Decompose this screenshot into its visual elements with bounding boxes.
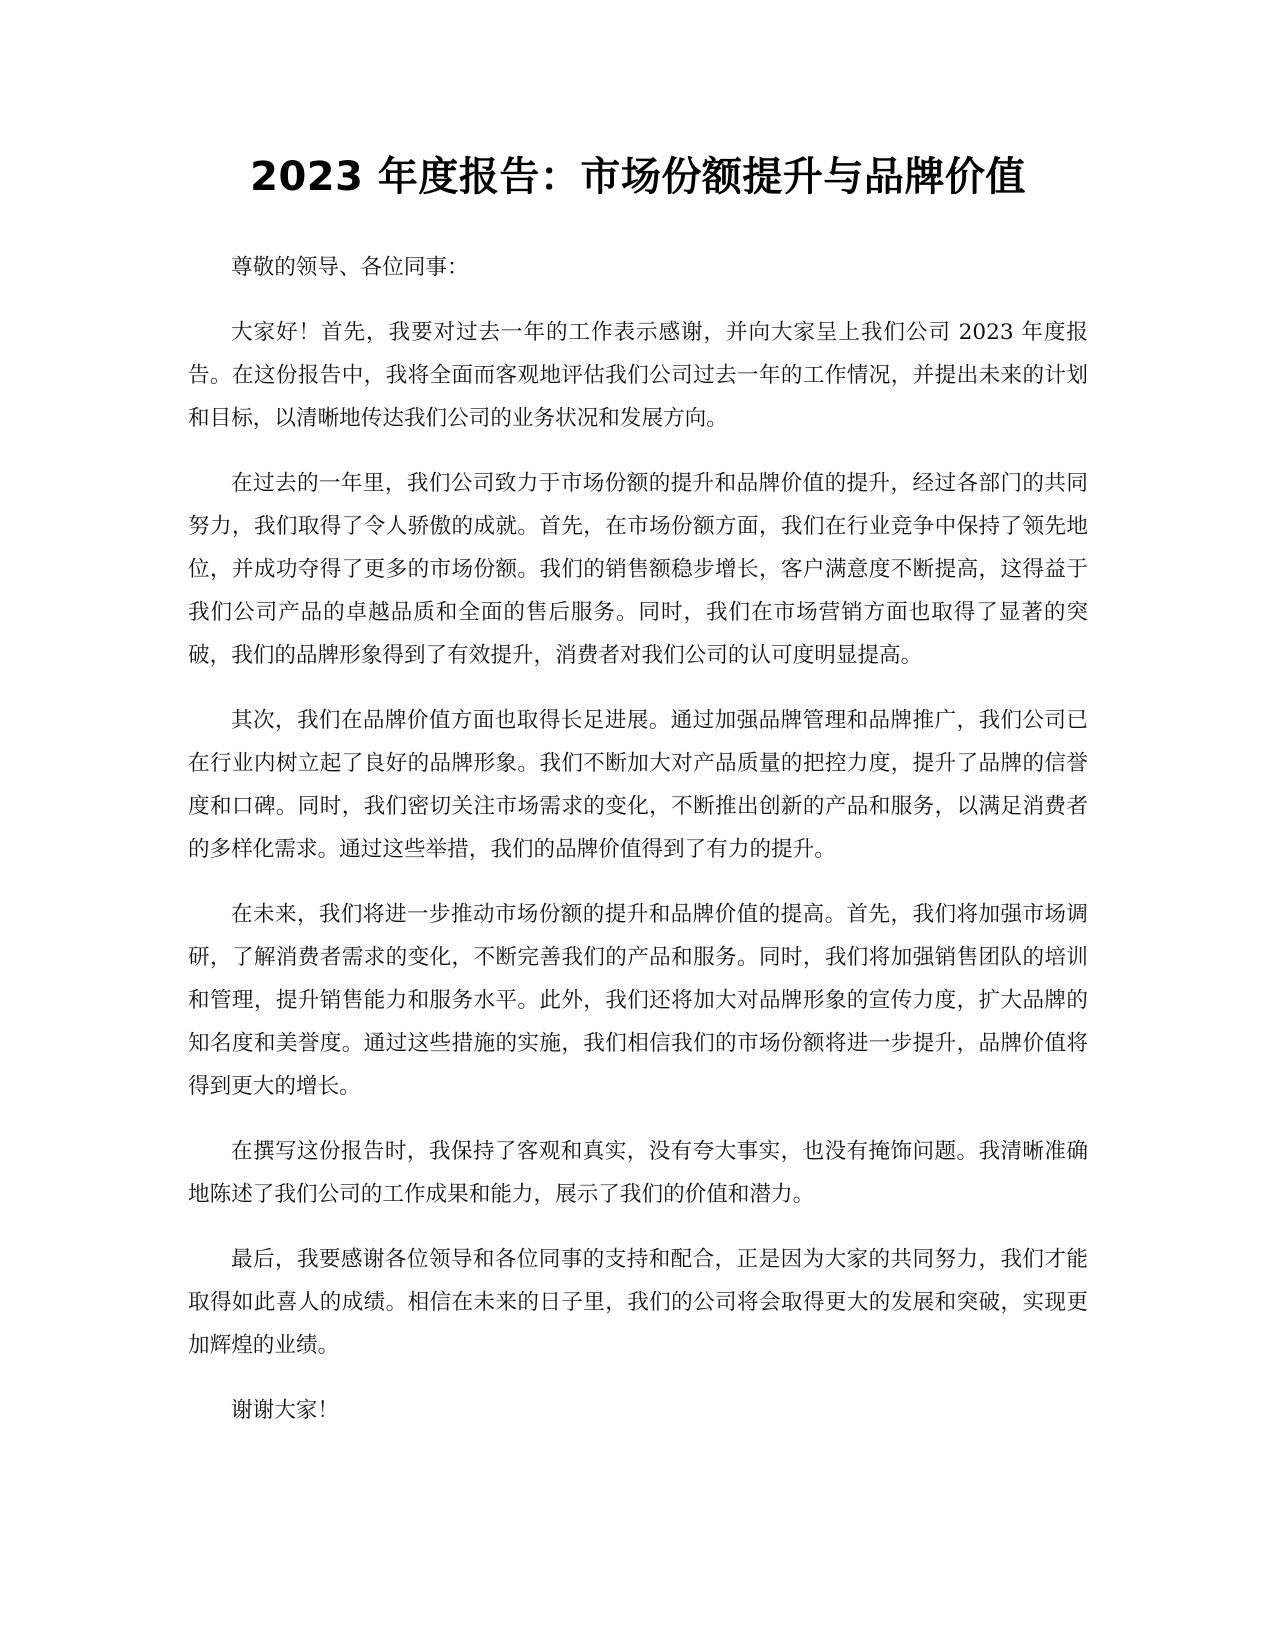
document-body (188, 246, 1088, 1432)
document-title: 2023 年度报告：市场份额提升与品牌价值 (250, 154, 1026, 200)
paragraph-market-share: 在过去的一年里，我们公司致力于市场份额的提升和品牌价值的提升，经过各部门的共同努力，我们取得了令人骄傲的成就。首先，在市场份额方面，我们在行业竞争中保持了领先地位，并成功夺得了更多的市场份额。我们的销售额稳步增长，客户满意度不断提高，这得益于我们公司产品的卓越品质和全面的售后服务。同时，我们在市场营销方面也取得了显著的突破，我们的品牌形象得到了有效提升，消费者对我们公司的认可度明显提高。 (188, 471, 1088, 668)
document-page (188, 148, 1088, 1454)
salutation: 尊敬的领导、各位同事： (231, 255, 469, 280)
closing: 谢谢大家！ (231, 1398, 339, 1423)
paragraph-brand-value: 其次，我们在品牌价值方面也取得长足进展。通过加强品牌管理和品牌推广，我们公司已在行业内树立起了良好的品牌形象。我们不断加大对产品质量的把控力度，提升了品牌的信誉度和口碑。同时，我们密切关注市场需求的变化，不断推出创新的产品和服务，以满足消费者的多样化需求。通过这些举措，我们的品牌价值得到了有力的提升。 (188, 708, 1088, 862)
paragraph-statement: 在撰写这份报告时，我保持了客观和真实，没有夸大事实，也没有掩饰问题。我清晰准确地陈述了我们公司的工作成果和能力，展示了我们的价值和潜力。 (188, 1139, 1088, 1207)
paragraph-intro: 大家好！首先，我要对过去一年的工作表示感谢，并向大家呈上我们公司 2023 年度报告。在这份报告中，我将全面而客观地评估我们公司过去一年的工作情况，并提出未来的计划和目标，以清晰地传达我们公司的业务状况和发展方向。 (188, 320, 1088, 431)
paragraph-thanks: 最后，我要感谢各位领导和各位同事的支持和配合，正是因为大家的共同努力，我们才能取得如此喜人的成绩。相信在未来的日子里，我们的公司将会取得更大的发展和突破，实现更加辉煌的业绩。 (188, 1247, 1088, 1358)
paragraph-future-plans: 在未来，我们将进一步推动市场份额的提升和品牌价值的提高。首先，我们将加强市场调研，了解消费者需求的变化，不断完善我们的产品和服务。同时，我们将加强销售团队的培训和管理，提升销售能力和服务水平。此外，我们还将加大对品牌形象的宣传力度，扩大品牌的知名度和美誉度。通过这些措施的实施，我们相信我们的市场份额将进一步提升，品牌价值将得到更大的增长。 (188, 902, 1088, 1099)
